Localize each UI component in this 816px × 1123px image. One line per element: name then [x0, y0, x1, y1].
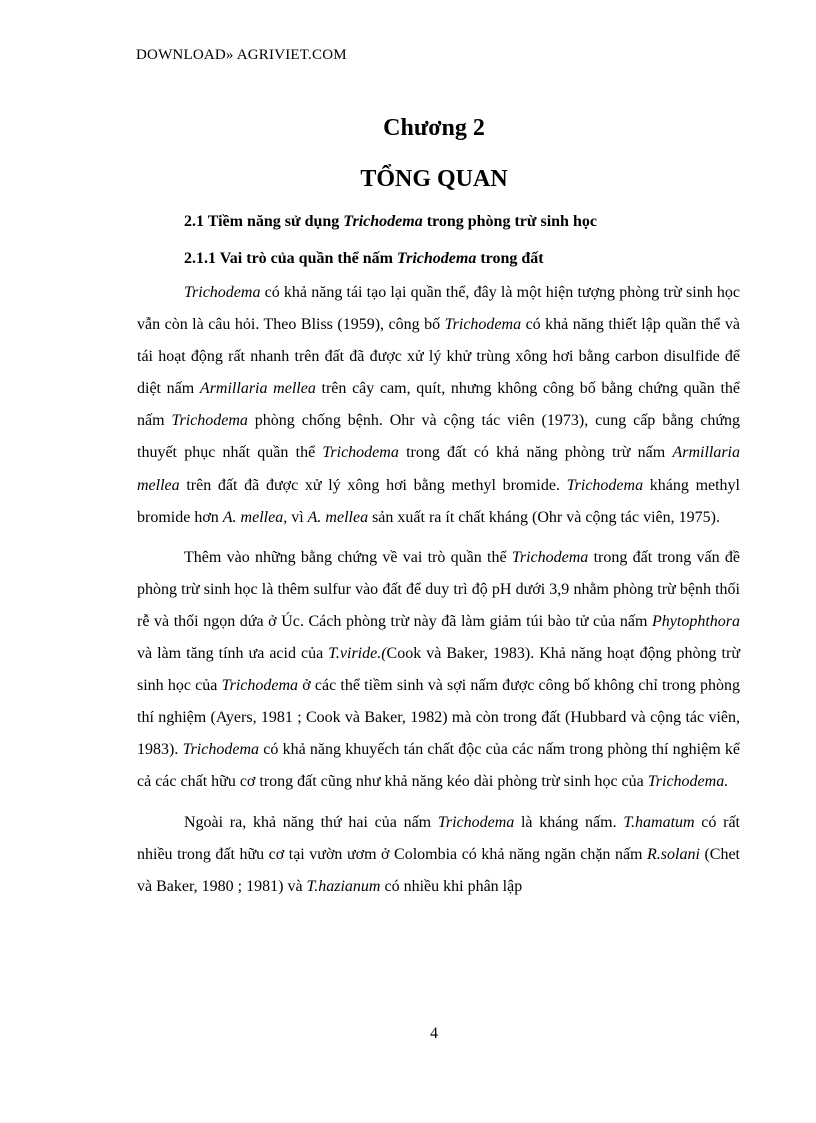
- italic-term: R.solani: [647, 845, 700, 863]
- italic-term: Trichodema: [511, 548, 589, 566]
- text-run: ở các thể tiềm sinh và sợi nấm được công bố không chỉ trong phòng thí nghiệm (Ayers, 1981 ; Cook và Baker, 1982) mà còn trong đất (Hubbard và cộng tác viên, 1983).: [137, 677, 740, 759]
- text-run: và làm tăng tính ưa acid của: [137, 645, 329, 663]
- section-heading-2-1: 2.1 Tiềm năng sử dụng Trichodema trong phòng trừ sinh học: [184, 213, 597, 230]
- text-run: sản xuất ra ít chất kháng (Ohr và cộng tác viên, 1975).: [368, 508, 720, 526]
- italic-term: T.viride.(: [328, 645, 387, 663]
- italic-term: Trichodema: [322, 444, 399, 462]
- italic-term: Trichodema.: [647, 773, 729, 791]
- text-run: Cook và Baker, 1983). Khả năng hoạt động phòng trừ sinh học của: [137, 645, 740, 695]
- page-header: DOWNLOAD» AGRIVIET.COM: [136, 47, 347, 63]
- text-run: , vì: [283, 508, 308, 526]
- section-heading-2-1-1: 2.1.1 Vai trò của quần thể nấm Trichodema trong đất: [184, 250, 544, 267]
- text-run: có khả năng khuyếch tán chất độc của các nấm trong phòng thí nghiệm kể cả các chất hữu cơ trong đất cũng như khả năng kéo dài phòng trừ sinh học của: [137, 741, 741, 791]
- text-run: phòng chống bệnh. Ohr và cộng tác viên (1973), cung cấp bằng chứng thuyết phục nhất quần thể: [137, 412, 740, 462]
- text-run: kháng methyl bromide hơn: [137, 476, 741, 526]
- italic-term: A. mellea: [307, 508, 369, 526]
- text-run: có rất nhiều trong đất hữu cơ tại vườn ươm ở Colombia có khả năng ngăn chặn nấm: [137, 813, 740, 863]
- italic-term: T.hamatum: [623, 813, 695, 831]
- text-run: trên cây cam, quít, nhưng không công bố bằng chứng quần thể nấm: [137, 380, 740, 430]
- italic-term: T.hazianum: [306, 877, 381, 895]
- text-run: Ngoài ra, khả năng thứ hai của nấm: [184, 813, 438, 831]
- italic-term: Armillaria mellea: [137, 444, 740, 494]
- chapter-title: TỔNG QUAN: [360, 166, 508, 192]
- text-run: là kháng nấm.: [514, 813, 624, 831]
- italic-term: Trichodema: [221, 677, 299, 695]
- italic-term: Trichodema: [437, 813, 515, 831]
- body-text: [137, 277, 740, 903]
- text-run: có nhiều khi phân lập: [380, 877, 523, 895]
- chapter-heading: Chương 2: [383, 115, 485, 141]
- paragraph: [137, 542, 740, 799]
- italic-term: Trichodema: [444, 316, 522, 334]
- italic-term: Trichodema: [566, 476, 644, 494]
- italic-term: Trichodema: [171, 412, 248, 430]
- italic-term: Trichodema: [182, 741, 260, 759]
- italic-term: Trichodema: [184, 284, 261, 301]
- text-run: trong đất trong vấn đề phòng trừ sinh học là thêm sulfur vào đất để duy trì độ pH dưới 3,9 nhằm phòng trừ bệnh thối rễ và thối ngọn dứa ở Úc. Cách phòng trừ này đã làm giảm túi bào tử của nấm: [137, 548, 740, 630]
- text-run: trong đất có khả năng phòng trừ nấm: [398, 444, 673, 462]
- text-run: (Chet và Baker, 1980 ; 1981) và: [137, 845, 740, 895]
- paragraph: [137, 807, 740, 903]
- italic-term: Phytophthora: [652, 612, 740, 630]
- page-number: 4: [430, 1025, 438, 1042]
- italic-term: Armillaria mellea: [199, 380, 316, 398]
- text-run: có khả năng thiết lập quần thể và tái hoạt động rất nhanh trên đất đã được xử lý khử trùng xông hơi bằng carbon disulfide để diệt nấm: [137, 316, 740, 398]
- text-run: có khả năng tái tạo lại quần thể, đây là một hiện tượng phòng trừ sinh học vẫn còn là câu hỏi. Theo Bliss (1959), công bố: [137, 284, 740, 334]
- text-run: trên đất đã được xử lý xông hơi bằng methyl bromide.: [179, 476, 567, 494]
- paragraph: [137, 277, 740, 534]
- italic-term: A. mellea: [222, 508, 284, 526]
- text-run: Thêm vào những bằng chứng về vai trò quần thể: [184, 548, 512, 566]
